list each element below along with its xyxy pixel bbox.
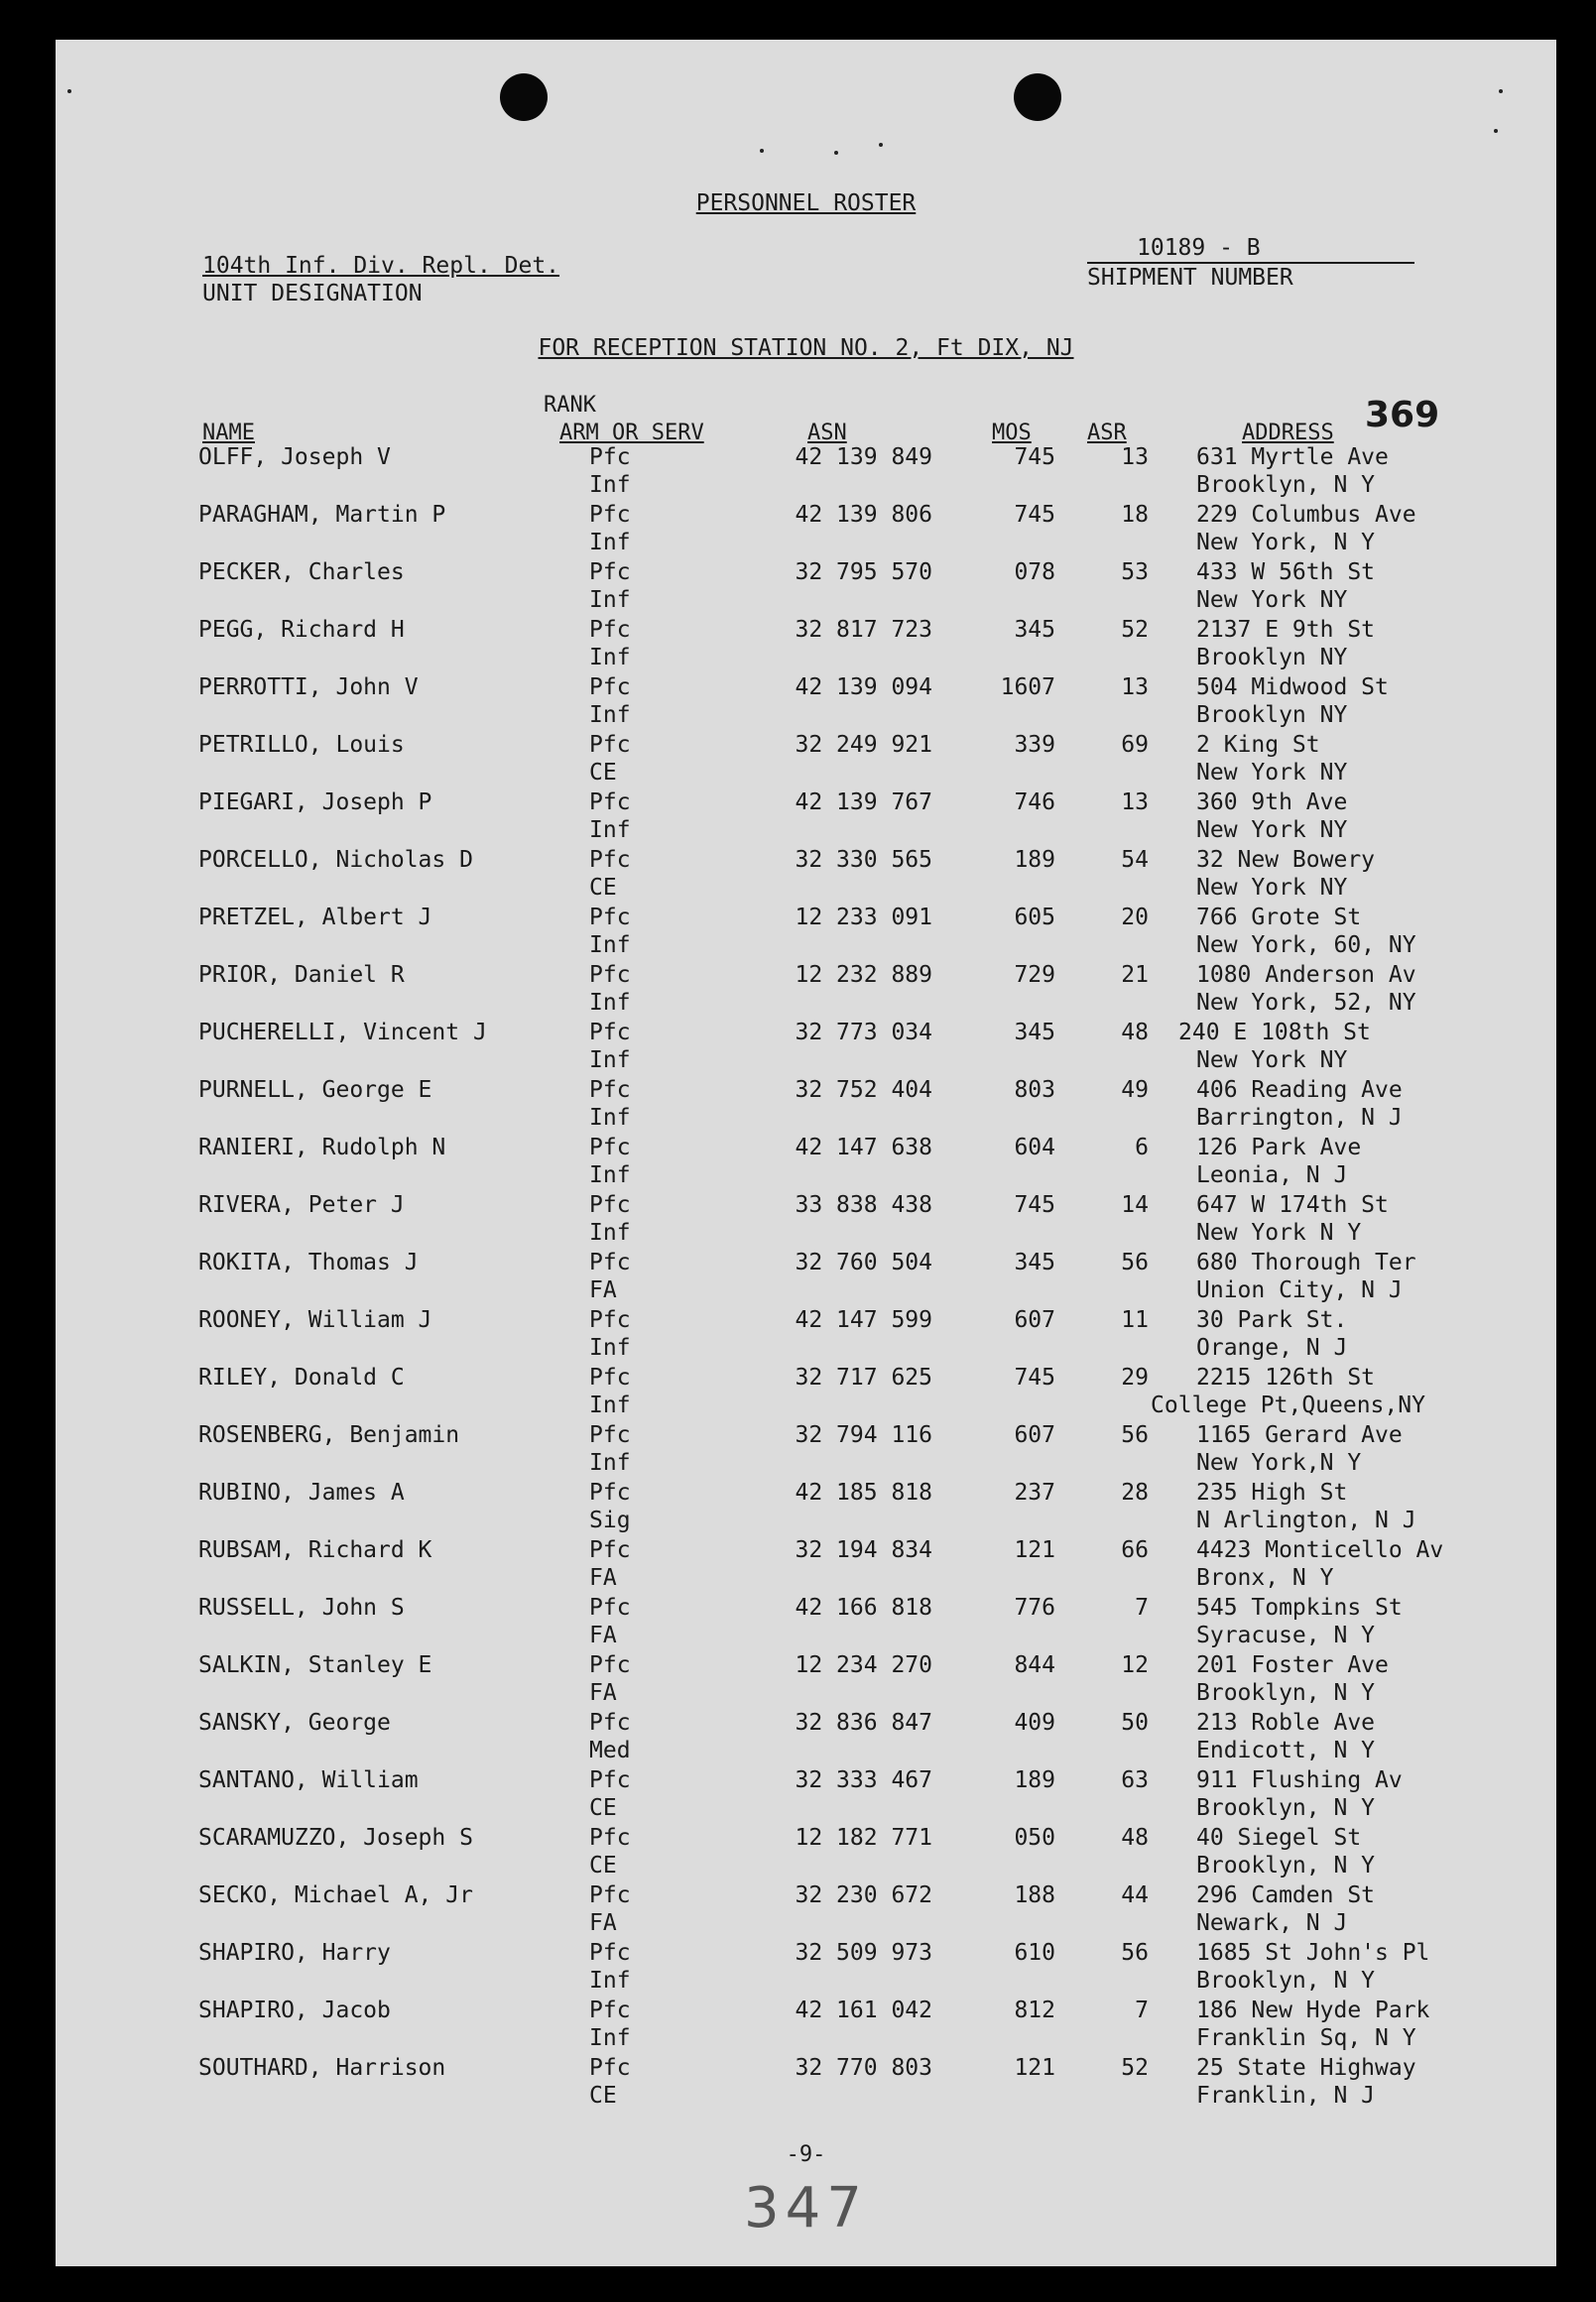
entry-name: RANIERI, Rudolph N [198, 1135, 446, 1160]
entry-asn: 32 752 404 [795, 1077, 932, 1103]
entry-rank: Pfc [589, 1825, 631, 1851]
roster-row [56, 1825, 1556, 1882]
entry-name: PORCELLO, Nicholas D [198, 847, 473, 873]
entry-mos: 607 [1014, 1307, 1055, 1333]
unit-designation-label: UNIT DESIGNATION [202, 281, 423, 306]
entry-asr: 52 [1121, 617, 1149, 643]
page-title: PERSONNEL ROSTER [695, 190, 917, 216]
entry-asn: 32 773 034 [795, 1020, 932, 1045]
entry-rank: Pfc [589, 1480, 631, 1506]
roster-row [56, 559, 1556, 617]
entry-rank: Pfc [589, 502, 631, 528]
roster-table [56, 444, 1556, 2113]
entry-address-line-1: 1080 Anderson Av [1196, 962, 1416, 988]
entry-address-line-1: 186 New Hyde Park [1196, 1998, 1430, 2023]
entry-rank: Pfc [589, 847, 631, 873]
entry-name: PUCHERELLI, Vincent J [198, 1020, 487, 1045]
entry-asr: 52 [1121, 2055, 1149, 2081]
entry-rank: Pfc [589, 617, 631, 643]
entry-asn: 12 233 091 [795, 905, 932, 930]
entry-name: SANTANO, William [198, 1767, 419, 1793]
entry-rank: Pfc [589, 1595, 631, 1621]
entry-name: RUSSELL, John S [198, 1595, 405, 1621]
entry-asr: 56 [1121, 1422, 1149, 1448]
entry-address-line-1: 647 W 174th St [1196, 1192, 1389, 1218]
entry-asr: 13 [1121, 789, 1149, 815]
column-header-address: ADDRESS [1242, 421, 1334, 445]
shipment-number [1087, 234, 1414, 292]
entry-arm-or-service: Inf [589, 1105, 631, 1131]
entry-asr: 6 [1135, 1135, 1149, 1160]
entry-name: RUBSAM, Richard K [198, 1537, 432, 1563]
entry-arm-or-service: FA [589, 1680, 617, 1706]
entry-mos: 189 [1014, 847, 1055, 873]
entry-arm-or-service: Inf [589, 932, 631, 958]
entry-asr: 12 [1121, 1652, 1149, 1678]
roster-row [56, 1422, 1556, 1480]
entry-arm-or-service: Inf [589, 1335, 631, 1361]
entry-mos: 345 [1014, 1020, 1055, 1045]
entry-address-line-2: Franklin Sq, N Y [1196, 2025, 1416, 2051]
entry-asr: 29 [1121, 1365, 1149, 1391]
entry-name: PIEGARI, Joseph P [198, 789, 432, 815]
speck [834, 151, 838, 155]
reception-station: FOR RECEPTION STATION NO. 2, Ft DIX, NJ [538, 335, 1074, 361]
entry-mos: 607 [1014, 1422, 1055, 1448]
column-header-asn: ASN [807, 421, 847, 445]
entry-name: PURNELL, George E [198, 1077, 432, 1103]
entry-rank: Pfc [589, 1077, 631, 1103]
entry-asn: 12 182 771 [795, 1825, 932, 1851]
entry-arm-or-service: Inf [589, 990, 631, 1016]
entry-asn: 42 161 042 [795, 1998, 932, 2023]
entry-asn: 42 139 806 [795, 502, 932, 528]
entry-asr: 44 [1121, 1882, 1149, 1908]
entry-arm-or-service: CE [589, 760, 617, 786]
entry-asn: 32 249 921 [795, 732, 932, 758]
entry-asr: 20 [1121, 905, 1149, 930]
entry-asr: 50 [1121, 1710, 1149, 1736]
entry-asr: 69 [1121, 732, 1149, 758]
entry-rank: Pfc [589, 732, 631, 758]
entry-rank: Pfc [589, 444, 631, 470]
column-header-rank-bottom: ARM OR SERV [559, 421, 704, 445]
entry-mos: 409 [1014, 1710, 1055, 1736]
entry-mos: 605 [1014, 905, 1055, 930]
shipment-number-value: 10189 - B [1087, 234, 1414, 264]
page-footer-number: -9- [786, 2142, 826, 2167]
entry-name: ROONEY, William J [198, 1307, 432, 1333]
entry-asn: 42 139 849 [795, 444, 932, 470]
entry-mos: 189 [1014, 1767, 1055, 1793]
speck [1499, 89, 1503, 93]
column-header-rank-top: RANK [544, 393, 596, 418]
entry-address-line-2: Bronx, N Y [1196, 1565, 1334, 1591]
entry-arm-or-service: Inf [589, 645, 631, 670]
entry-asn: 42 139 767 [795, 789, 932, 815]
roster-row [56, 1077, 1556, 1135]
roster-row [56, 1595, 1556, 1652]
roster-row [56, 1652, 1556, 1710]
entry-name: RILEY, Donald C [198, 1365, 405, 1391]
entry-address-line-2: New York NY [1196, 817, 1348, 843]
entry-arm-or-service: Inf [589, 702, 631, 728]
entry-arm-or-service: Inf [589, 1047, 631, 1073]
roster-row [56, 1365, 1556, 1422]
entry-rank: Pfc [589, 1940, 631, 1966]
entry-name: SECKO, Michael A, Jr [198, 1882, 473, 1908]
entry-name: OLFF, Joseph V [198, 444, 391, 470]
speck [1494, 129, 1498, 133]
entry-mos: 604 [1014, 1135, 1055, 1160]
entry-rank: Pfc [589, 1652, 631, 1678]
entry-asr: 49 [1121, 1077, 1149, 1103]
roster-row [56, 732, 1556, 789]
entry-rank: Pfc [589, 1020, 631, 1045]
roster-row [56, 847, 1556, 905]
entry-arm-or-service: Inf [589, 1393, 631, 1418]
handwritten-page-number: 369 [1365, 395, 1440, 435]
entry-address-line-2: Endicott, N Y [1196, 1738, 1376, 1763]
entry-name: SANSKY, George [198, 1710, 391, 1736]
roster-row [56, 1882, 1556, 1940]
entry-name: PECKER, Charles [198, 559, 405, 585]
entry-asn: 32 795 570 [795, 559, 932, 585]
entry-address-line-1: 545 Tompkins St [1196, 1595, 1403, 1621]
entry-asn: 42 139 094 [795, 674, 932, 700]
entry-name: PARAGHAM, Martin P [198, 502, 446, 528]
entry-asn: 32 717 625 [795, 1365, 932, 1391]
roster-row [56, 1192, 1556, 1250]
entry-address-line-1: 1165 Gerard Ave [1196, 1422, 1403, 1448]
speck [879, 143, 883, 147]
entry-name: PERROTTI, John V [198, 674, 419, 700]
entry-rank: Pfc [589, 1882, 631, 1908]
entry-mos: 345 [1014, 1250, 1055, 1275]
entry-address-line-2: Brooklyn NY [1196, 645, 1348, 670]
entry-asn: 42 185 818 [795, 1480, 932, 1506]
entry-arm-or-service: FA [589, 1277, 617, 1303]
entry-asn: 42 166 818 [795, 1595, 932, 1621]
roster-row [56, 1307, 1556, 1365]
entry-arm-or-service: Inf [589, 530, 631, 555]
entry-rank: Pfc [589, 1307, 631, 1333]
entry-address-line-2: New York,N Y [1196, 1450, 1362, 1476]
entry-address-line-2: Leonia, N J [1196, 1162, 1348, 1188]
entry-arm-or-service: CE [589, 2083, 617, 2109]
entry-mos: 812 [1014, 1998, 1055, 2023]
column-header-mos: MOS [992, 421, 1032, 445]
entry-rank: Pfc [589, 962, 631, 988]
roster-row [56, 1537, 1556, 1595]
entry-mos: 237 [1014, 1480, 1055, 1506]
entry-address-line-1: 911 Flushing Av [1196, 1767, 1403, 1793]
entry-asn: 32 760 504 [795, 1250, 932, 1275]
entry-name: SOUTHARD, Harrison [198, 2055, 446, 2081]
entry-asr: 7 [1135, 1998, 1149, 2023]
shipment-number-label: SHIPMENT NUMBER [1087, 265, 1293, 291]
entry-rank: Pfc [589, 905, 631, 930]
entry-address-line-1: 360 9th Ave [1196, 789, 1348, 815]
entry-address-line-2: New York, 52, NY [1196, 990, 1416, 1016]
entry-address-line-1: 126 Park Ave [1196, 1135, 1362, 1160]
entry-address-line-2: Orange, N J [1196, 1335, 1348, 1361]
entry-arm-or-service: Inf [589, 2025, 631, 2051]
entry-name: ROKITA, Thomas J [198, 1250, 419, 1275]
entry-rank: Pfc [589, 1767, 631, 1793]
stamped-number: 347 [744, 2176, 868, 2241]
entry-asr: 56 [1121, 1940, 1149, 1966]
entry-address-line-2: College Pt,Queens,NY [1151, 1393, 1425, 1418]
entry-arm-or-service: Inf [589, 587, 631, 613]
entry-rank: Pfc [589, 674, 631, 700]
entry-address-line-1: 2137 E 9th St [1196, 617, 1376, 643]
entry-asn: 42 147 638 [795, 1135, 932, 1160]
entry-address-line-2: Brooklyn, N Y [1196, 1795, 1376, 1821]
entry-name: RIVERA, Peter J [198, 1192, 405, 1218]
entry-rank: Pfc [589, 1537, 631, 1563]
entry-address-line-2: Brooklyn, N Y [1196, 1968, 1376, 1994]
entry-asr: 11 [1121, 1307, 1149, 1333]
entry-address-line-1: 433 W 56th St [1196, 559, 1376, 585]
entry-address-line-1: 296 Camden St [1196, 1882, 1376, 1908]
entry-name: SHAPIRO, Jacob [198, 1998, 391, 2023]
entry-arm-or-service: Inf [589, 1450, 631, 1476]
entry-asr: 48 [1121, 1020, 1149, 1045]
entry-mos: 339 [1014, 732, 1055, 758]
entry-address-line-2: New York N Y [1196, 1220, 1362, 1246]
entry-address-line-1: 235 High St [1196, 1480, 1348, 1506]
entry-mos: 776 [1014, 1595, 1055, 1621]
entry-mos: 745 [1014, 444, 1055, 470]
entry-address-line-1: 213 Roble Ave [1196, 1710, 1376, 1736]
entry-address-line-2: New York NY [1196, 875, 1348, 901]
entry-name: PEGG, Richard H [198, 617, 405, 643]
entry-address-line-1: 32 New Bowery [1196, 847, 1376, 873]
entry-name: PETRILLO, Louis [198, 732, 405, 758]
entry-asn: 32 194 834 [795, 1537, 932, 1563]
entry-asr: 13 [1121, 674, 1149, 700]
punch-hole-right [1014, 73, 1061, 121]
entry-name: RUBINO, James A [198, 1480, 405, 1506]
speck [67, 89, 71, 93]
roster-row [56, 1020, 1556, 1077]
entry-name: PRIOR, Daniel R [198, 962, 405, 988]
entry-asn: 32 836 847 [795, 1710, 932, 1736]
entry-asn: 32 509 973 [795, 1940, 932, 1966]
entry-asr: 14 [1121, 1192, 1149, 1218]
entry-address-line-2: Brooklyn NY [1196, 702, 1348, 728]
entry-address-line-1: 2215 126th St [1196, 1365, 1376, 1391]
entry-address-line-2: Newark, N J [1196, 1910, 1348, 1936]
entry-arm-or-service: FA [589, 1565, 617, 1591]
roster-row [56, 617, 1556, 674]
column-header-asr: ASR [1087, 421, 1127, 445]
entry-name: SALKIN, Stanley E [198, 1652, 432, 1678]
entry-asn: 32 330 565 [795, 847, 932, 873]
entry-mos: 610 [1014, 1940, 1055, 1966]
entry-address-line-1: 229 Columbus Ave [1196, 502, 1416, 528]
entry-mos: 345 [1014, 617, 1055, 643]
entry-mos: 803 [1014, 1077, 1055, 1103]
entry-asn: 32 333 467 [795, 1767, 932, 1793]
roster-row [56, 1940, 1556, 1998]
entry-address-line-2: New York, N Y [1196, 530, 1376, 555]
unit-designation-value: 104th Inf. Div. Repl. Det. [202, 253, 560, 279]
entry-address-line-1: 766 Grote St [1196, 905, 1362, 930]
entry-address-line-1: 25 State Highway [1196, 2055, 1416, 2081]
entry-address-line-1: 4423 Monticello Av [1196, 1537, 1444, 1563]
entry-asr: 21 [1121, 962, 1149, 988]
entry-arm-or-service: Med [589, 1738, 631, 1763]
entry-name: SCARAMUZZO, Joseph S [198, 1825, 473, 1851]
entry-arm-or-service: FA [589, 1623, 617, 1648]
entry-mos: 844 [1014, 1652, 1055, 1678]
entry-mos: 746 [1014, 789, 1055, 815]
entry-name: SHAPIRO, Harry [198, 1940, 391, 1966]
entry-asr: 53 [1121, 559, 1149, 585]
entry-mos: 745 [1014, 1365, 1055, 1391]
entry-rank: Pfc [589, 1422, 631, 1448]
entry-address-line-2: New York NY [1196, 587, 1348, 613]
roster-row [56, 444, 1556, 502]
roster-row [56, 1480, 1556, 1537]
entry-arm-or-service: CE [589, 875, 617, 901]
entry-arm-or-service: Inf [589, 1220, 631, 1246]
entry-address-line-1: 1685 St John's Pl [1196, 1940, 1430, 1966]
entry-arm-or-service: Inf [589, 817, 631, 843]
entry-address-line-1: 40 Siegel St [1196, 1825, 1362, 1851]
entry-arm-or-service: Inf [589, 1968, 631, 1994]
entry-address-line-1: 2 King St [1196, 732, 1320, 758]
entry-asn: 32 817 723 [795, 617, 932, 643]
entry-asn: 12 234 270 [795, 1652, 932, 1678]
roster-row [56, 1135, 1556, 1192]
entry-mos: 745 [1014, 1192, 1055, 1218]
entry-rank: Pfc [589, 1365, 631, 1391]
entry-asr: 13 [1121, 444, 1149, 470]
entry-address-line-1: 680 Thorough Ter [1196, 1250, 1416, 1275]
entry-mos: 078 [1014, 559, 1055, 585]
entry-rank: Pfc [589, 1250, 631, 1275]
entry-arm-or-service: Inf [589, 1162, 631, 1188]
entry-rank: Pfc [589, 1710, 631, 1736]
entry-asr: 48 [1121, 1825, 1149, 1851]
entry-address-line-1: 201 Foster Ave [1196, 1652, 1389, 1678]
entry-asr: 28 [1121, 1480, 1149, 1506]
entry-mos: 745 [1014, 502, 1055, 528]
entry-address-line-1: 631 Myrtle Ave [1196, 444, 1389, 470]
roster-row [56, 1998, 1556, 2055]
entry-address-line-2: Union City, N J [1196, 1277, 1403, 1303]
entry-address-line-2: Brooklyn, N Y [1196, 472, 1376, 498]
entry-arm-or-service: Sig [589, 1508, 631, 1533]
entry-asr: 66 [1121, 1537, 1149, 1563]
entry-address-line-2: Syracuse, N Y [1196, 1623, 1376, 1648]
entry-address-line-1: 406 Reading Ave [1196, 1077, 1403, 1103]
entry-address-line-1: 240 E 108th St [1178, 1020, 1371, 1045]
entry-asr: 54 [1121, 847, 1149, 873]
roster-row [56, 674, 1556, 732]
entry-arm-or-service: CE [589, 1795, 617, 1821]
roster-row [56, 502, 1556, 559]
entry-rank: Pfc [589, 1135, 631, 1160]
entry-asn: 33 838 438 [795, 1192, 932, 1218]
entry-mos: 1607 [1000, 674, 1055, 700]
roster-row [56, 962, 1556, 1020]
entry-mos: 729 [1014, 962, 1055, 988]
entry-address-line-2: Franklin, N J [1196, 2083, 1376, 2109]
entry-address-line-2: New York NY [1196, 1047, 1348, 1073]
entry-mos: 121 [1014, 1537, 1055, 1563]
entry-rank: Pfc [589, 1192, 631, 1218]
entry-mos: 050 [1014, 1825, 1055, 1851]
entry-address-line-2: New York NY [1196, 760, 1348, 786]
entry-address-line-2: Barrington, N J [1196, 1105, 1403, 1131]
entry-mos: 121 [1014, 2055, 1055, 2081]
roster-row [56, 1710, 1556, 1767]
entry-mos: 188 [1014, 1882, 1055, 1908]
roster-row [56, 1767, 1556, 1825]
column-header-name: NAME [202, 421, 255, 445]
entry-asr: 18 [1121, 502, 1149, 528]
entry-asr: 63 [1121, 1767, 1149, 1793]
entry-rank: Pfc [589, 789, 631, 815]
entry-name: ROSENBERG, Benjamin [198, 1422, 460, 1448]
entry-address-line-2: N Arlington, N J [1196, 1508, 1416, 1533]
entry-address-line-2: Brooklyn, N Y [1196, 1853, 1376, 1878]
entry-asr: 7 [1135, 1595, 1149, 1621]
entry-address-line-2: New York, 60, NY [1196, 932, 1416, 958]
entry-arm-or-service: CE [589, 1853, 617, 1878]
entry-rank: Pfc [589, 1998, 631, 2023]
entry-asn: 42 147 599 [795, 1307, 932, 1333]
roster-row [56, 1250, 1556, 1307]
unit-designation [202, 252, 559, 307]
entry-asn: 32 230 672 [795, 1882, 932, 1908]
entry-address-line-2: Brooklyn, N Y [1196, 1680, 1376, 1706]
roster-page [56, 40, 1556, 2266]
entry-asn: 32 794 116 [795, 1422, 932, 1448]
roster-row [56, 2055, 1556, 2113]
entry-asn: 32 770 803 [795, 2055, 932, 2081]
roster-row [56, 905, 1556, 962]
entry-address-line-1: 504 Midwood St [1196, 674, 1389, 700]
entry-asn: 12 232 889 [795, 962, 932, 988]
entry-asr: 56 [1121, 1250, 1149, 1275]
entry-rank: Pfc [589, 559, 631, 585]
entry-name: PRETZEL, Albert J [198, 905, 432, 930]
entry-rank: Pfc [589, 2055, 631, 2081]
entry-arm-or-service: Inf [589, 472, 631, 498]
roster-row [56, 789, 1556, 847]
entry-address-line-1: 30 Park St. [1196, 1307, 1348, 1333]
entry-arm-or-service: FA [589, 1910, 617, 1936]
punch-hole-left [500, 73, 548, 121]
speck [760, 149, 764, 153]
